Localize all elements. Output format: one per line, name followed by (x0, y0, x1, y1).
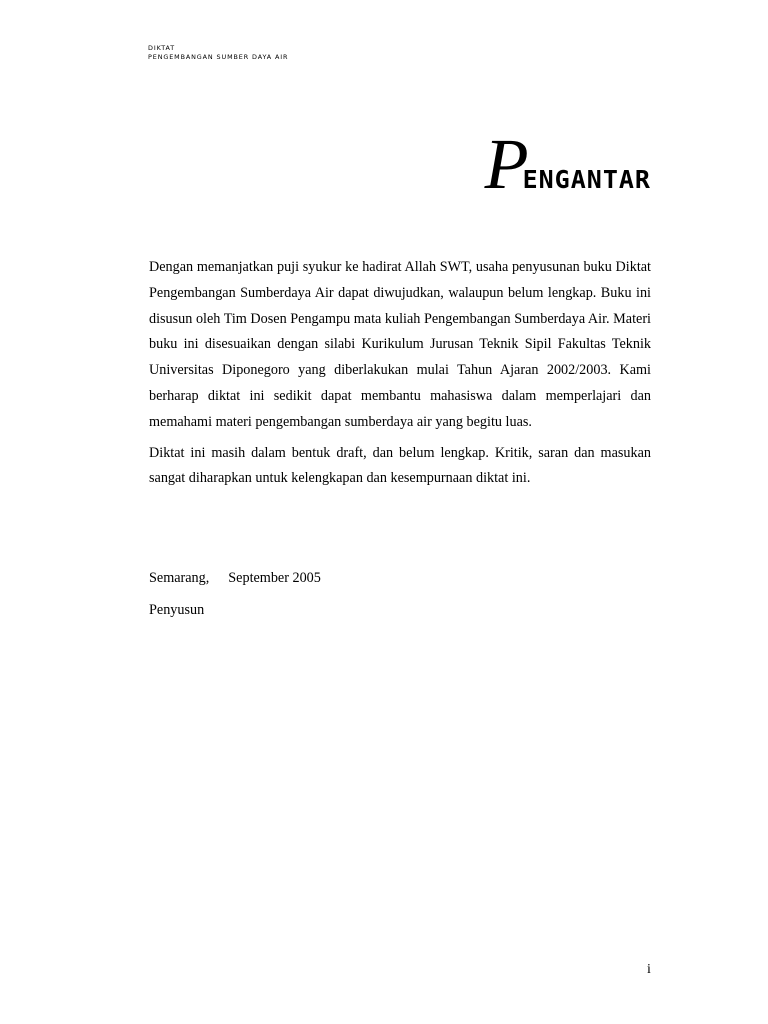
signoff-date: September 2005 (228, 570, 321, 586)
page-title (484, 124, 651, 204)
signoff-author: Penyusun (149, 602, 205, 618)
running-header (148, 44, 288, 62)
foreword-body (149, 255, 651, 492)
title-rest: ENGANTAR (522, 165, 651, 194)
signoff-place-date (149, 562, 321, 594)
signoff-block (149, 562, 321, 626)
signoff-place: Semarang, (149, 570, 210, 586)
header-line-diktat: DIKTAT (148, 44, 176, 52)
page-number: i (647, 962, 651, 977)
title-initial: P (484, 124, 523, 204)
header-line-book-title: PENGEMBANGAN SUMBER DAYA AIR (148, 53, 289, 61)
paragraph-2: Diktat ini masih dalam bentuk draft, dan belum lengkap. Kritik, saran dan masukan sangat diharapkan untuk kelengkapan dan kesempurnaan diktat ini. (149, 444, 651, 487)
paragraph-1: Dengan memanjatkan puji syukur ke hadirat Allah SWT, usaha penyusunan buku Diktat Pengembangan Sumberdaya Air dapat diwujudkan, walaupun belum lengkap. Buku ini disusun oleh Tim Dosen Pengampu mata kuliah Pengembangan Sumberdaya Air. Materi buku ini disesuaikan dengan silabi Kurikulum Jurusan Teknik Sipil Fakultas Teknik Universitas Diponegoro yang diberlakukan mulai Tahun Ajaran 2002/2003. Kami berharap diktat ini sedikit dapat membantu mahasiswa dalam memperlajari dan memahami materi pengembangan sumberdaya air yang begitu luas. (149, 259, 651, 430)
